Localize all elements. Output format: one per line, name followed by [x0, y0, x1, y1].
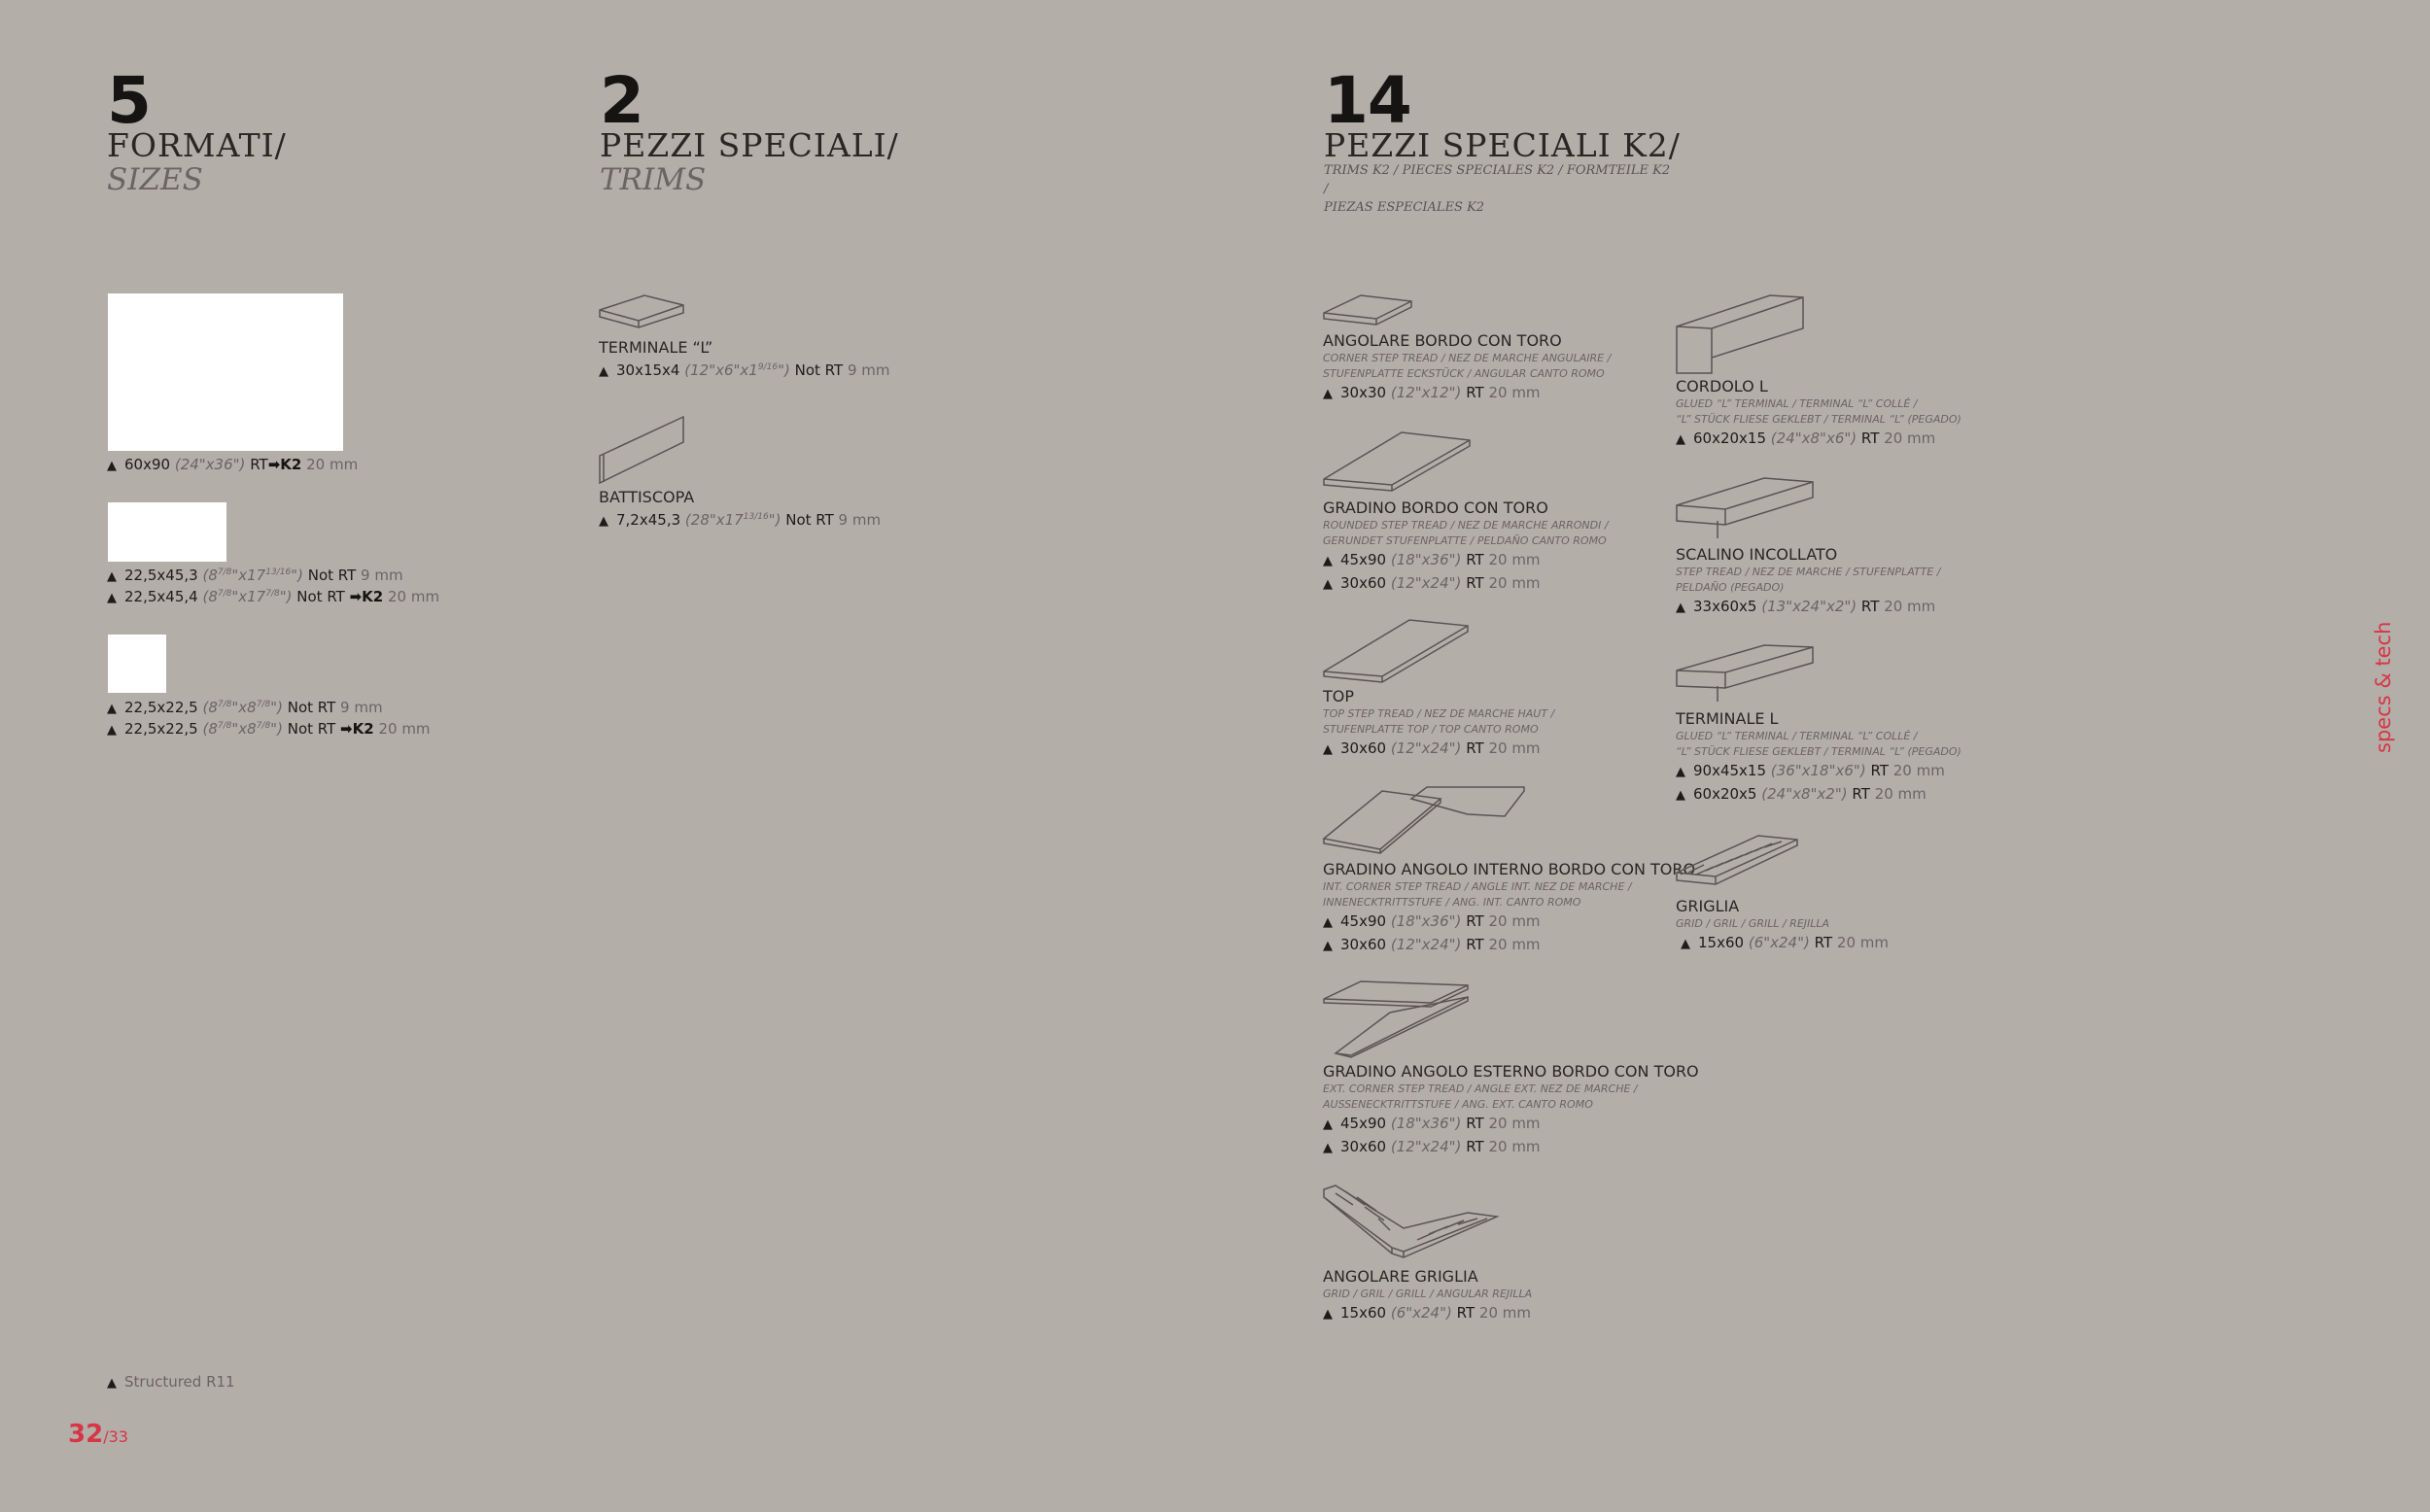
k2-item: GRADINO ANGOLO INTERNO BORDO CON TORO INT. CORNER STEP TREAD / ANGLE INT. NEZ DE MARCHE / INNENECKTRITTSTUFE / ANG. INT. CANTO ROMO ▲ 45x90 (18"x36") RT 20 mm ▲ 30x60 (12"x24") RT 20 mm	[1323, 860, 1696, 953]
tile-60x90	[108, 293, 343, 451]
k2-item: ANGOLARE GRIGLIA GRID / GRIL / GRILL / ANGULAR REJILLA ▲ 15x60 (6"x24") RT 20 mm	[1323, 1267, 1533, 1322]
pezzi-title: PEZZI SPECIALI/	[600, 126, 899, 164]
battiscopa-drawing	[598, 413, 685, 486]
k2-item: TERMINALE L GLUED “L” TERMINAL / TERMINAL “L” COLLÉ / “L” STÜCK FLIESE GEKLEBT / TERMINAL “L” (PEGADO) ▲ 90x45x15 (36"x18"x6") RT 20 mm ▲ 60x20x5 (24"x8"x2") RT 20 mm	[1676, 709, 1961, 803]
formati-title: FORMATI/	[107, 126, 287, 164]
trim-name: TERMINALE “L”	[599, 338, 713, 357]
format-row: ▲ 22,5x22,5 $(8^{7/8}"x8^{7/8}")$ Not RT 9 mm	[107, 699, 383, 716]
trim-row: ▲ 7,2x45,3 $(28"x17^{13/16}")$ Not RT 9 mm	[599, 511, 882, 529]
format-row: ▲ 22,5x45,4 $(8^{7/8}"x17^{7/8}")$ Not RT ➡K2 20 mm	[107, 588, 440, 605]
trim-row: ▲ 30x15x4 $(12"x6"x1^{9/16}")$ Not RT 9 mm	[599, 361, 890, 379]
gradino-interno-drawing	[1322, 785, 1528, 855]
tile-22x45	[108, 502, 226, 562]
angolare-griglia-drawing	[1322, 1184, 1502, 1263]
section-side-label: specs & tech	[2372, 621, 2395, 753]
k2-subtitle: TRIMS K2 / PIECES SPECIALES K2 / FORMTEILE K2 / PIEZAS ESPECIALES K2	[1324, 163, 1671, 215]
structured-icon: ▲	[107, 459, 117, 473]
structured-icon: ▲	[107, 591, 117, 605]
page-number: 32/33	[68, 1420, 128, 1449]
structured-icon: ▲	[599, 364, 608, 379]
format-row: ▲ 22,5x45,3 $(8^{7/8}"x17^{13/16}")$ Not RT 9 mm	[107, 567, 403, 584]
gradino-bordo-drawing	[1322, 430, 1473, 494]
scalino-incollato-drawing	[1675, 476, 1816, 539]
gradino-esterno-drawing	[1322, 979, 1473, 1057]
formati-count: 5	[107, 63, 151, 138]
k2-item: CORDOLO L GLUED “L” TERMINAL / TERMINAL “L” COLLÉ / “L” STÜCK FLIESE GEKLEBT / TERMINAL “L” (PEGADO) ▲ 60x20x15 (24"x8"x6") RT 20 mm	[1676, 377, 1961, 447]
k2-item: GRADINO ANGOLO ESTERNO BORDO CON TORO EXT. CORNER STEP TREAD / ANGLE EXT. NEZ DE MARCHE / AUSSENECKTRITTSTUFE / ANG. EXT. CANTO ROMO ▲ 45x90 (18"x36") RT 20 mm ▲ 30x60 (12"x24") RT 20 mm	[1323, 1062, 1699, 1155]
griglia-drawing	[1675, 834, 1806, 894]
angolare-bordo-drawing	[1322, 293, 1414, 332]
structured-icon: ▲	[107, 1376, 117, 1391]
structured-icon: ▲	[107, 702, 117, 716]
pezzi-count: 2	[600, 63, 643, 138]
formati-subtitle: SIZES	[107, 162, 203, 197]
k2-item: SCALINO INCOLLATO STEP TREAD / NEZ DE MARCHE / STUFENPLATTE / PELDAÑO (PEGADO) ▲ 33x60x5 (13"x24"x2") RT 20 mm	[1676, 545, 1941, 615]
format-row: ▲ 60x90 (24"x36") RT➡K2 20 mm	[107, 456, 359, 473]
terminale-l-k2-drawing	[1675, 643, 1816, 706]
k2-item: GRIGLIA GRID / GRIL / GRILL / REJILLA ▲ 15x60 (6"x24") RT 20 mm	[1676, 897, 1890, 951]
cordolo-l-drawing	[1675, 293, 1806, 376]
top-drawing	[1322, 618, 1473, 686]
k2-title: PEZZI SPECIALI K2/	[1324, 126, 1681, 164]
k2-item: TOP TOP STEP TREAD / NEZ DE MARCHE HAUT / STUFENPLATTE TOP / TOP CANTO ROMO ▲ 30x60 (12"x24") RT 20 mm	[1323, 687, 1555, 757]
legend: ▲ Structured R11	[107, 1373, 235, 1391]
trim-name: BATTISCOPA	[599, 488, 695, 506]
terminale-l-drawing	[598, 293, 685, 337]
k2-item: ANGOLARE BORDO CON TORO CORNER STEP TREAD / NEZ DE MARCHE ANGULAIRE / STUFENPLATTE ECKSTÜCK / ANGULAR CANTO ROMO ▲ 30x30 (12"x12") RT 20 mm	[1323, 331, 1612, 401]
k2-item: GRADINO BORDO CON TORO ROUNDED STEP TREAD / NEZ DE MARCHE ARRONDI / GERUNDET STUFENPLATTE / PELDAÑO CANTO ROMO ▲ 45x90 (18"x36") RT 20 mm ▲ 30x60 (12"x24") RT 20 mm	[1323, 498, 1609, 592]
structured-icon: ▲	[107, 723, 117, 738]
k2-count: 14	[1324, 63, 1411, 138]
structured-icon: ▲	[599, 514, 608, 529]
pezzi-subtitle: TRIMS	[600, 162, 707, 197]
structured-icon: ▲	[107, 569, 117, 584]
tile-22x22	[108, 635, 166, 693]
format-row: ▲ 22,5x22,5 $(8^{7/8}"x8^{7/8}")$ Not RT ➡K2 20 mm	[107, 720, 431, 738]
